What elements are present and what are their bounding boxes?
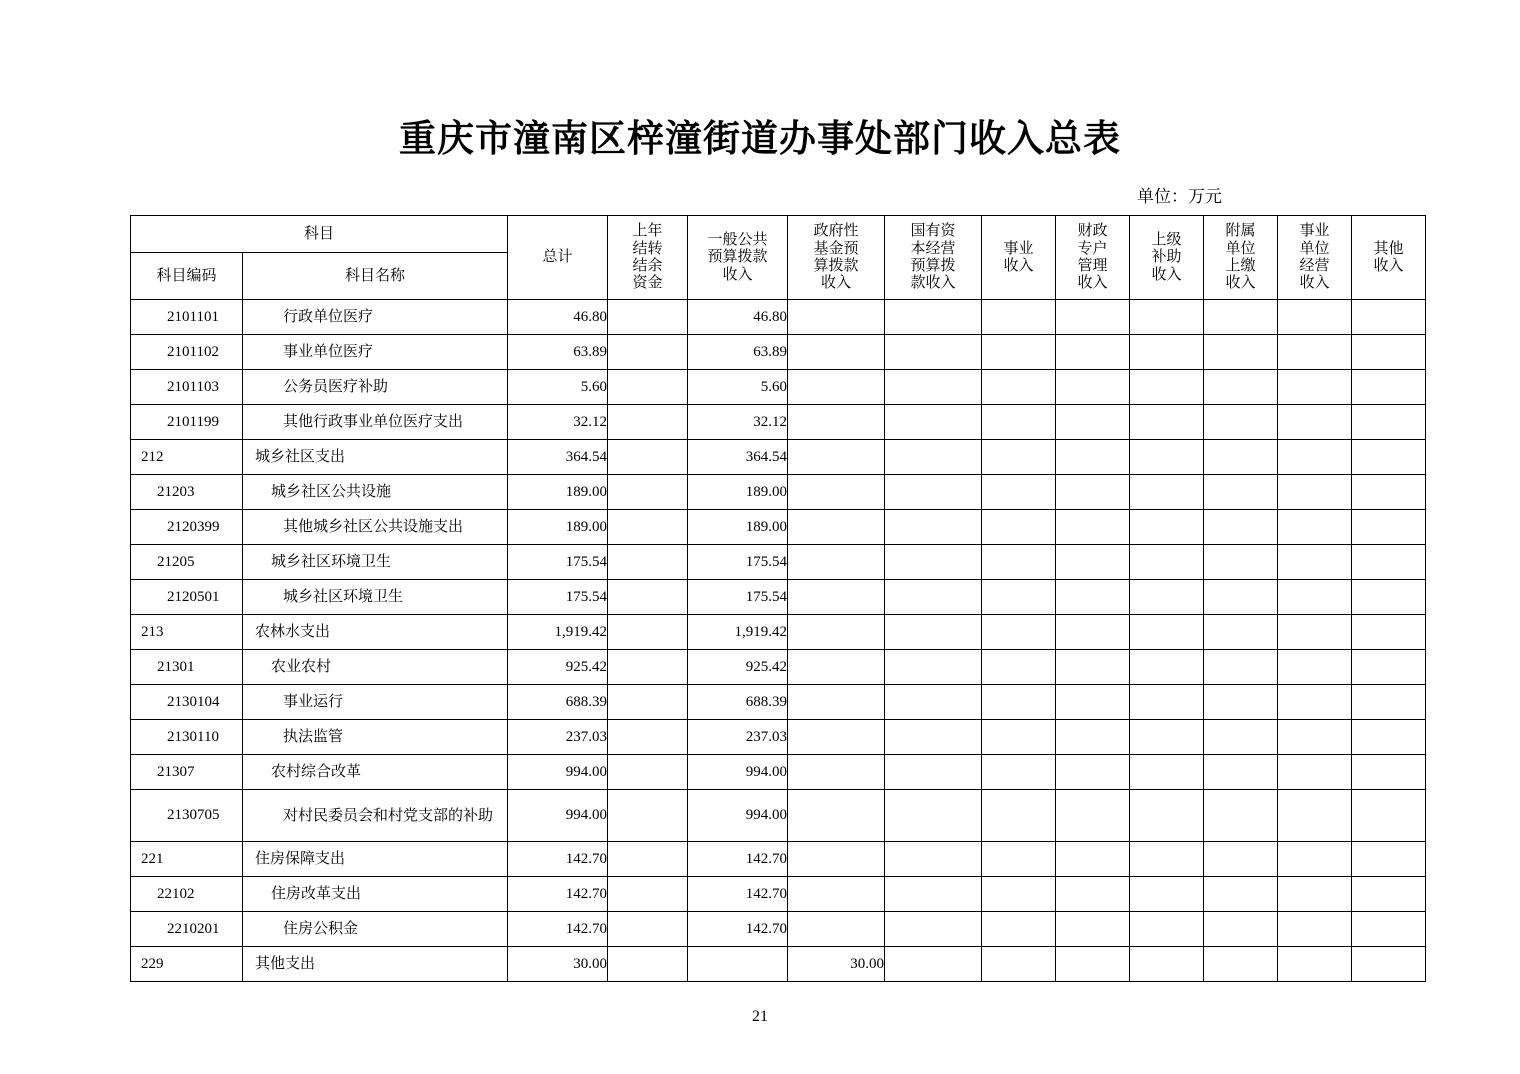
- cell-career-operation: [1278, 300, 1352, 335]
- cell-career-income: [982, 720, 1056, 755]
- cell-career-income: [982, 440, 1056, 475]
- cell-general-public: 142.70: [688, 877, 788, 912]
- cell-total: 175.54: [508, 545, 608, 580]
- header-career-operation-income: 事业 单位 经营 收入: [1278, 216, 1352, 300]
- cell-subject-code: 213: [131, 615, 243, 650]
- cell-state-capital: [885, 947, 982, 982]
- cell-affiliate-paid: [1204, 335, 1278, 370]
- cell-other-income: [1352, 720, 1426, 755]
- cell-state-capital: [885, 545, 982, 580]
- table-header: [131, 216, 1426, 300]
- cell-carryover: [608, 877, 688, 912]
- cell-total: 63.89: [508, 335, 608, 370]
- cell-affiliate-paid: [1204, 615, 1278, 650]
- cell-general-public: 46.80: [688, 300, 788, 335]
- cell-general-public: 364.54: [688, 440, 788, 475]
- cell-general-public: 142.70: [688, 842, 788, 877]
- cell-total: 237.03: [508, 720, 608, 755]
- cell-fiscal-account: [1056, 720, 1130, 755]
- header-superior-subsidy-income: 上级 补助 收入: [1130, 216, 1204, 300]
- cell-gov-fund: [788, 335, 885, 370]
- cell-state-capital: [885, 300, 982, 335]
- cell-career-operation: [1278, 335, 1352, 370]
- cell-career-operation: [1278, 755, 1352, 790]
- cell-gov-fund: [788, 790, 885, 842]
- cell-general-public: 175.54: [688, 580, 788, 615]
- cell-state-capital: [885, 912, 982, 947]
- cell-career-operation: [1278, 475, 1352, 510]
- cell-general-public: 175.54: [688, 545, 788, 580]
- cell-career-income: [982, 685, 1056, 720]
- cell-superior-subsidy: [1130, 755, 1204, 790]
- header-state-capital-budget: 国有资 本经营 预算拨 款收入: [885, 216, 982, 300]
- cell-career-operation: [1278, 842, 1352, 877]
- cell-subject-name: 执法监管: [243, 720, 508, 755]
- header-general-public-budget: 一般公共 预算拨款 收入: [688, 216, 788, 300]
- cell-general-public: 925.42: [688, 650, 788, 685]
- cell-state-capital: [885, 842, 982, 877]
- table-row: [131, 912, 1426, 947]
- cell-carryover: [608, 335, 688, 370]
- cell-total: 688.39: [508, 685, 608, 720]
- cell-fiscal-account: [1056, 947, 1130, 982]
- cell-other-income: [1352, 912, 1426, 947]
- cell-career-operation: [1278, 405, 1352, 440]
- cell-carryover: [608, 842, 688, 877]
- cell-subject-code: 2130110: [131, 720, 243, 755]
- cell-total: 1,919.42: [508, 615, 608, 650]
- cell-other-income: [1352, 947, 1426, 982]
- header-career-income: 事业 收入: [982, 216, 1056, 300]
- cell-subject-code: 2101101: [131, 300, 243, 335]
- cell-subject-name: 其他城乡社区公共设施支出: [243, 510, 508, 545]
- cell-affiliate-paid: [1204, 947, 1278, 982]
- cell-superior-subsidy: [1130, 912, 1204, 947]
- cell-subject-code: 2130705: [131, 790, 243, 842]
- cell-other-income: [1352, 580, 1426, 615]
- cell-subject-name: 住房公积金: [243, 912, 508, 947]
- header-carryover: 上年 结转 结余 资金: [608, 216, 688, 300]
- header-subject-code: 科目编码: [131, 253, 243, 300]
- cell-career-operation: [1278, 440, 1352, 475]
- cell-total: 189.00: [508, 475, 608, 510]
- cell-state-capital: [885, 650, 982, 685]
- cell-affiliate-paid: [1204, 475, 1278, 510]
- cell-fiscal-account: [1056, 790, 1130, 842]
- cell-state-capital: [885, 440, 982, 475]
- cell-gov-fund: [788, 405, 885, 440]
- cell-subject-name: 行政单位医疗: [243, 300, 508, 335]
- cell-superior-subsidy: [1130, 615, 1204, 650]
- table-row: [131, 335, 1426, 370]
- cell-career-income: [982, 615, 1056, 650]
- cell-superior-subsidy: [1130, 650, 1204, 685]
- cell-total: 142.70: [508, 912, 608, 947]
- table-row: [131, 545, 1426, 580]
- cell-career-income: [982, 545, 1056, 580]
- cell-other-income: [1352, 877, 1426, 912]
- cell-affiliate-paid: [1204, 842, 1278, 877]
- cell-career-operation: [1278, 790, 1352, 842]
- cell-gov-fund: 30.00: [788, 947, 885, 982]
- cell-gov-fund: [788, 842, 885, 877]
- cell-subject-code: 2101103: [131, 370, 243, 405]
- cell-subject-name: 农村综合改革: [243, 755, 508, 790]
- cell-fiscal-account: [1056, 842, 1130, 877]
- cell-career-income: [982, 335, 1056, 370]
- table-row: [131, 370, 1426, 405]
- cell-other-income: [1352, 755, 1426, 790]
- cell-career-income: [982, 790, 1056, 842]
- cell-fiscal-account: [1056, 300, 1130, 335]
- cell-fiscal-account: [1056, 475, 1130, 510]
- cell-superior-subsidy: [1130, 790, 1204, 842]
- cell-total: 189.00: [508, 510, 608, 545]
- table-body: [131, 300, 1426, 982]
- cell-subject-name: 农业农村: [243, 650, 508, 685]
- cell-career-operation: [1278, 877, 1352, 912]
- cell-subject-name: 城乡社区环境卫生: [243, 545, 508, 580]
- cell-gov-fund: [788, 720, 885, 755]
- cell-career-operation: [1278, 370, 1352, 405]
- cell-affiliate-paid: [1204, 685, 1278, 720]
- cell-other-income: [1352, 370, 1426, 405]
- cell-carryover: [608, 405, 688, 440]
- cell-state-capital: [885, 720, 982, 755]
- cell-general-public: 1,919.42: [688, 615, 788, 650]
- cell-gov-fund: [788, 545, 885, 580]
- cell-total: 175.54: [508, 580, 608, 615]
- table-row: [131, 510, 1426, 545]
- cell-subject-name: 城乡社区公共设施: [243, 475, 508, 510]
- cell-state-capital: [885, 370, 982, 405]
- cell-total: 46.80: [508, 300, 608, 335]
- cell-carryover: [608, 755, 688, 790]
- cell-career-operation: [1278, 650, 1352, 685]
- cell-total: 364.54: [508, 440, 608, 475]
- cell-career-income: [982, 405, 1056, 440]
- cell-state-capital: [885, 615, 982, 650]
- cell-general-public: 994.00: [688, 755, 788, 790]
- cell-other-income: [1352, 300, 1426, 335]
- cell-carryover: [608, 475, 688, 510]
- cell-affiliate-paid: [1204, 370, 1278, 405]
- cell-gov-fund: [788, 615, 885, 650]
- table-row: [131, 685, 1426, 720]
- cell-superior-subsidy: [1130, 440, 1204, 475]
- cell-gov-fund: [788, 370, 885, 405]
- cell-subject-code: 2130104: [131, 685, 243, 720]
- header-group-subject: 科目: [131, 216, 508, 253]
- cell-affiliate-paid: [1204, 650, 1278, 685]
- cell-other-income: [1352, 842, 1426, 877]
- cell-carryover: [608, 370, 688, 405]
- cell-superior-subsidy: [1130, 947, 1204, 982]
- cell-other-income: [1352, 650, 1426, 685]
- cell-superior-subsidy: [1130, 685, 1204, 720]
- cell-state-capital: [885, 475, 982, 510]
- cell-superior-subsidy: [1130, 580, 1204, 615]
- table-row: [131, 720, 1426, 755]
- unit-label: 单位：万元: [1137, 187, 1222, 207]
- cell-career-income: [982, 755, 1056, 790]
- cell-state-capital: [885, 405, 982, 440]
- cell-subject-code: 2101199: [131, 405, 243, 440]
- cell-subject-name: 事业运行: [243, 685, 508, 720]
- cell-other-income: [1352, 615, 1426, 650]
- cell-general-public: 142.70: [688, 912, 788, 947]
- cell-state-capital: [885, 685, 982, 720]
- cell-carryover: [608, 947, 688, 982]
- cell-total: 30.00: [508, 947, 608, 982]
- cell-general-public: 688.39: [688, 685, 788, 720]
- cell-subject-code: 2101102: [131, 335, 243, 370]
- cell-carryover: [608, 440, 688, 475]
- cell-state-capital: [885, 335, 982, 370]
- cell-subject-name: 其他支出: [243, 947, 508, 982]
- cell-state-capital: [885, 755, 982, 790]
- cell-career-operation: [1278, 685, 1352, 720]
- cell-gov-fund: [788, 650, 885, 685]
- cell-state-capital: [885, 877, 982, 912]
- cell-superior-subsidy: [1130, 475, 1204, 510]
- page-title: 重庆市潼南区梓潼街道办事处部门收入总表: [399, 119, 1121, 160]
- cell-affiliate-paid: [1204, 545, 1278, 580]
- cell-affiliate-paid: [1204, 300, 1278, 335]
- cell-state-capital: [885, 790, 982, 842]
- cell-gov-fund: [788, 755, 885, 790]
- header-other-income: 其他 收入: [1352, 216, 1426, 300]
- header-affiliate-payment-income: 附属 单位 上缴 收入: [1204, 216, 1278, 300]
- cell-carryover: [608, 545, 688, 580]
- header-government-fund-budget: 政府性 基金预 算拨款 收入: [788, 216, 885, 300]
- cell-total: 5.60: [508, 370, 608, 405]
- table-row: [131, 877, 1426, 912]
- cell-subject-code: 221: [131, 842, 243, 877]
- cell-career-income: [982, 580, 1056, 615]
- cell-superior-subsidy: [1130, 877, 1204, 912]
- table-row: [131, 755, 1426, 790]
- cell-subject-code: 22102: [131, 877, 243, 912]
- cell-career-operation: [1278, 720, 1352, 755]
- cell-career-income: [982, 300, 1056, 335]
- table-row: [131, 440, 1426, 475]
- header-subject-name: 科目名称: [243, 253, 508, 300]
- table-row: [131, 615, 1426, 650]
- cell-subject-name: 事业单位医疗: [243, 335, 508, 370]
- cell-other-income: [1352, 790, 1426, 842]
- cell-gov-fund: [788, 510, 885, 545]
- table-row: [131, 650, 1426, 685]
- cell-career-income: [982, 912, 1056, 947]
- cell-career-income: [982, 510, 1056, 545]
- cell-general-public: [688, 947, 788, 982]
- cell-carryover: [608, 650, 688, 685]
- cell-carryover: [608, 510, 688, 545]
- budget-income-table: [130, 215, 1426, 982]
- cell-fiscal-account: [1056, 650, 1130, 685]
- cell-fiscal-account: [1056, 440, 1130, 475]
- cell-total: 142.70: [508, 877, 608, 912]
- cell-subject-name: 住房改革支出: [243, 877, 508, 912]
- cell-affiliate-paid: [1204, 405, 1278, 440]
- cell-fiscal-account: [1056, 877, 1130, 912]
- cell-affiliate-paid: [1204, 912, 1278, 947]
- cell-career-operation: [1278, 912, 1352, 947]
- cell-state-capital: [885, 580, 982, 615]
- cell-carryover: [608, 790, 688, 842]
- cell-superior-subsidy: [1130, 300, 1204, 335]
- cell-gov-fund: [788, 440, 885, 475]
- cell-fiscal-account: [1056, 615, 1130, 650]
- table-container: [0, 215, 1520, 982]
- cell-subject-name: 农林水支出: [243, 615, 508, 650]
- cell-total: 994.00: [508, 790, 608, 842]
- table-row: [131, 405, 1426, 440]
- cell-affiliate-paid: [1204, 877, 1278, 912]
- cell-carryover: [608, 912, 688, 947]
- cell-subject-code: 21307: [131, 755, 243, 790]
- cell-other-income: [1352, 685, 1426, 720]
- cell-affiliate-paid: [1204, 510, 1278, 545]
- table-row: [131, 790, 1426, 842]
- cell-subject-code: 2120399: [131, 510, 243, 545]
- cell-carryover: [608, 300, 688, 335]
- cell-career-income: [982, 947, 1056, 982]
- cell-fiscal-account: [1056, 580, 1130, 615]
- cell-subject-name: 城乡社区环境卫生: [243, 580, 508, 615]
- cell-total: 925.42: [508, 650, 608, 685]
- cell-affiliate-paid: [1204, 440, 1278, 475]
- table-row: [131, 475, 1426, 510]
- cell-general-public: 189.00: [688, 510, 788, 545]
- cell-subject-code: 21301: [131, 650, 243, 685]
- cell-general-public: 32.12: [688, 405, 788, 440]
- cell-fiscal-account: [1056, 405, 1130, 440]
- cell-gov-fund: [788, 685, 885, 720]
- cell-other-income: [1352, 475, 1426, 510]
- cell-subject-code: 229: [131, 947, 243, 982]
- cell-total: 142.70: [508, 842, 608, 877]
- cell-career-income: [982, 475, 1056, 510]
- cell-fiscal-account: [1056, 335, 1130, 370]
- cell-subject-code: 212: [131, 440, 243, 475]
- cell-fiscal-account: [1056, 912, 1130, 947]
- table-row: [131, 580, 1426, 615]
- cell-affiliate-paid: [1204, 790, 1278, 842]
- cell-superior-subsidy: [1130, 405, 1204, 440]
- cell-fiscal-account: [1056, 545, 1130, 580]
- cell-total: 32.12: [508, 405, 608, 440]
- table-row: [131, 842, 1426, 877]
- cell-carryover: [608, 685, 688, 720]
- cell-fiscal-account: [1056, 755, 1130, 790]
- cell-subject-name: 对村民委员会和村党支部的补助: [243, 790, 508, 842]
- table-row: [131, 947, 1426, 982]
- cell-subject-name: 公务员医疗补助: [243, 370, 508, 405]
- cell-carryover: [608, 615, 688, 650]
- cell-affiliate-paid: [1204, 755, 1278, 790]
- cell-career-operation: [1278, 545, 1352, 580]
- cell-superior-subsidy: [1130, 335, 1204, 370]
- cell-career-income: [982, 370, 1056, 405]
- cell-general-public: 63.89: [688, 335, 788, 370]
- cell-gov-fund: [788, 877, 885, 912]
- cell-career-operation: [1278, 947, 1352, 982]
- cell-superior-subsidy: [1130, 545, 1204, 580]
- cell-subject-code: 21203: [131, 475, 243, 510]
- cell-carryover: [608, 580, 688, 615]
- cell-gov-fund: [788, 580, 885, 615]
- cell-subject-name: 其他行政事业单位医疗支出: [243, 405, 508, 440]
- cell-general-public: 237.03: [688, 720, 788, 755]
- table-row: [131, 300, 1426, 335]
- cell-career-operation: [1278, 510, 1352, 545]
- cell-other-income: [1352, 510, 1426, 545]
- cell-affiliate-paid: [1204, 580, 1278, 615]
- cell-gov-fund: [788, 912, 885, 947]
- cell-career-income: [982, 877, 1056, 912]
- cell-other-income: [1352, 545, 1426, 580]
- cell-other-income: [1352, 440, 1426, 475]
- cell-subject-code: 2210201: [131, 912, 243, 947]
- cell-fiscal-account: [1056, 370, 1130, 405]
- cell-fiscal-account: [1056, 510, 1130, 545]
- cell-general-public: 5.60: [688, 370, 788, 405]
- cell-total: 994.00: [508, 755, 608, 790]
- cell-fiscal-account: [1056, 685, 1130, 720]
- cell-other-income: [1352, 335, 1426, 370]
- header-total: 总计: [508, 216, 608, 300]
- cell-subject-name: 住房保障支出: [243, 842, 508, 877]
- cell-career-income: [982, 650, 1056, 685]
- cell-career-operation: [1278, 580, 1352, 615]
- cell-other-income: [1352, 405, 1426, 440]
- cell-gov-fund: [788, 475, 885, 510]
- cell-state-capital: [885, 510, 982, 545]
- page-number: 21: [752, 1008, 768, 1025]
- cell-subject-code: 21205: [131, 545, 243, 580]
- cell-general-public: 189.00: [688, 475, 788, 510]
- cell-career-operation: [1278, 615, 1352, 650]
- cell-superior-subsidy: [1130, 370, 1204, 405]
- header-fiscal-account-income: 财政 专户 管理 收入: [1056, 216, 1130, 300]
- cell-superior-subsidy: [1130, 842, 1204, 877]
- cell-career-income: [982, 842, 1056, 877]
- cell-superior-subsidy: [1130, 720, 1204, 755]
- cell-general-public: 994.00: [688, 790, 788, 842]
- cell-superior-subsidy: [1130, 510, 1204, 545]
- cell-subject-name: 城乡社区支出: [243, 440, 508, 475]
- cell-affiliate-paid: [1204, 720, 1278, 755]
- cell-carryover: [608, 720, 688, 755]
- cell-subject-code: 2120501: [131, 580, 243, 615]
- cell-gov-fund: [788, 300, 885, 335]
